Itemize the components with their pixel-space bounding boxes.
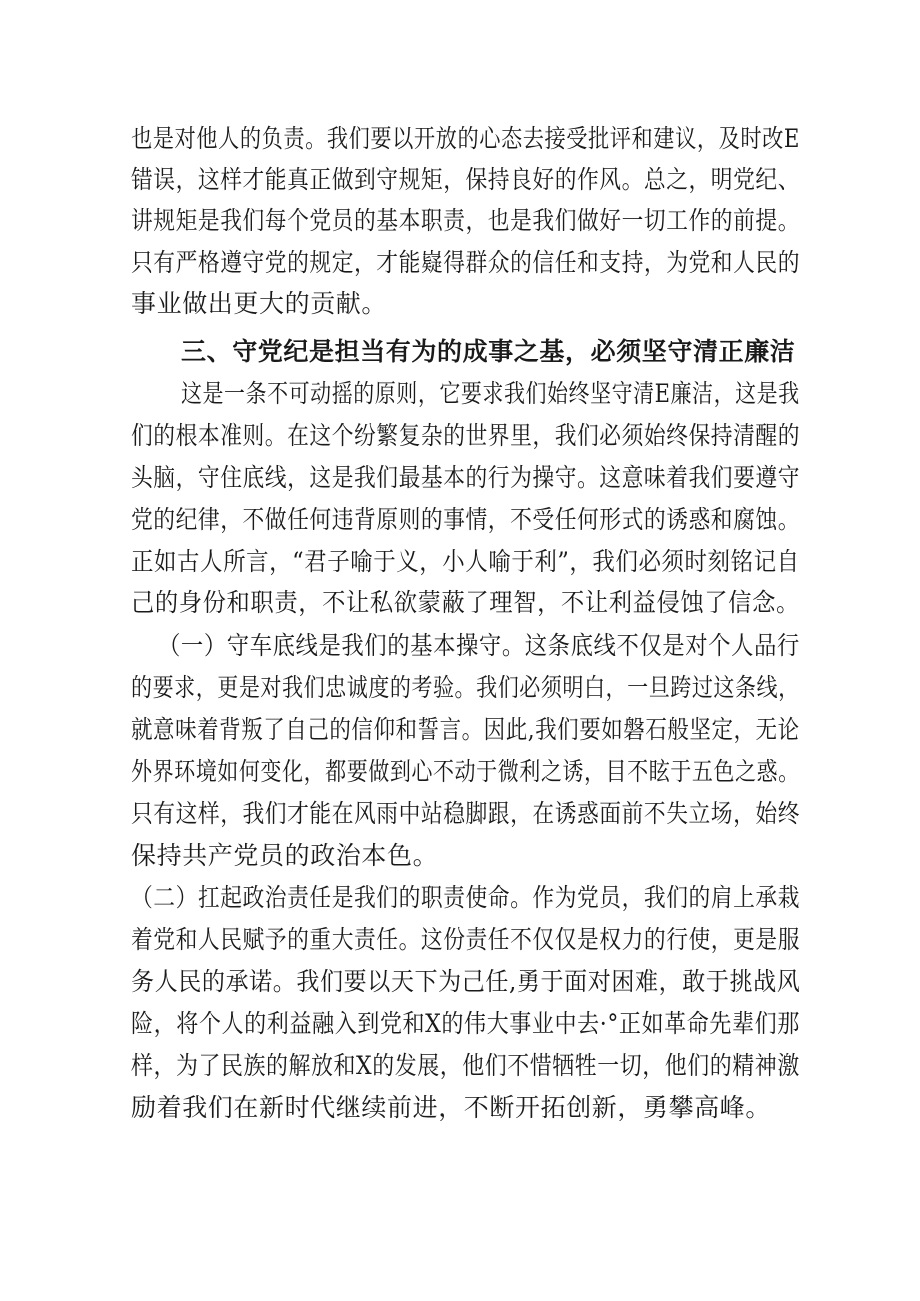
text-line: 头脑，守住底线，这是我们最基本的行为操守。这意味着我们要遵守 (131, 463, 801, 492)
text-line: 正如古人所言，“君子喻于义，小人喻于利”，我们必须时刻铭记自 (131, 547, 800, 576)
text-line: 讲规矩是我们每个党员的基本职责，也是我们做好一切工作的前提。 (131, 206, 801, 235)
text-line: 险，将个人的利益融入到党和X的伟大事业中去·°正如革命先辈们那 (131, 1009, 800, 1038)
text-line: 外界环境如何变化，都要做到心不动于微利之诱，目不眩于五色之惑。 (131, 757, 800, 786)
text-line: 务人民的承诺。我们要以天下为己任,勇于面对困难，敢于挑战风 (131, 967, 801, 996)
text-line: （一）守车底线是我们的基本操守。这条底线不仅是对个人品行 (158, 631, 800, 660)
text-line: 的要求，更是对我们忠诚度的考验。我们必须明白，一旦跨过这条线， (131, 673, 800, 702)
text-line: 们的根本准则。在这个纷繁复杂的世界里，我们必须始终保持清醒的 (131, 421, 801, 450)
text-line: 只有严格遵守党的规定，才能嶷得群众的信任和支持，为党和人民的 (131, 248, 801, 277)
text-line: 事业做出更大的贡献。 (131, 289, 388, 318)
text-line: 励着我们在新时代继续前进，不断开拓创新，勇攀高峰。 (131, 1093, 772, 1122)
section-heading: 三、守党纪是担当有为的成事之基，必须坚守清正廉洁 (181, 337, 796, 366)
text-line: 着党和人民赋予的重大责任。这份责任不仅仅是权力的行使，更是服 (131, 925, 801, 954)
text-line: 错误，这样才能真正做到守规矩，保持良好的作风。总之，明党纪、 (131, 165, 801, 194)
text-line: 保持共产党员的政治本色。 (131, 841, 439, 870)
text-line: 样，为了民族的解放和X的发展，他们不惜牺牲一切，他们的精神激 (131, 1051, 800, 1080)
text-line: 也是对他人的负责。我们要以开放的心态去接受批评和建议，及时改E (131, 124, 800, 153)
text-line: 这是一条不可动摇的原则，它要求我们始终坚守清E廉洁，这是我 (181, 379, 800, 408)
text-line: 就意味着背叛了自己的信仰和誓言。因此,我们要如磐石般坚定，无论 (131, 715, 800, 744)
text-line: 己的身份和职责，不让私欲蒙蔽了理智，不让利益侵蚀了信念。 (131, 588, 800, 617)
text-line: （二）扛起政治责任是我们的职责使命。作为党员，我们的肩上承栽 (131, 883, 801, 912)
text-line: 只有这样，我们才能在风雨中站稳脚跟，在诱惑面前不失立场，始终 (131, 799, 801, 828)
text-line: 党的纪律，不做任何违背原则的事情，不受任何形式的诱惑和腐蚀。 (131, 505, 801, 534)
